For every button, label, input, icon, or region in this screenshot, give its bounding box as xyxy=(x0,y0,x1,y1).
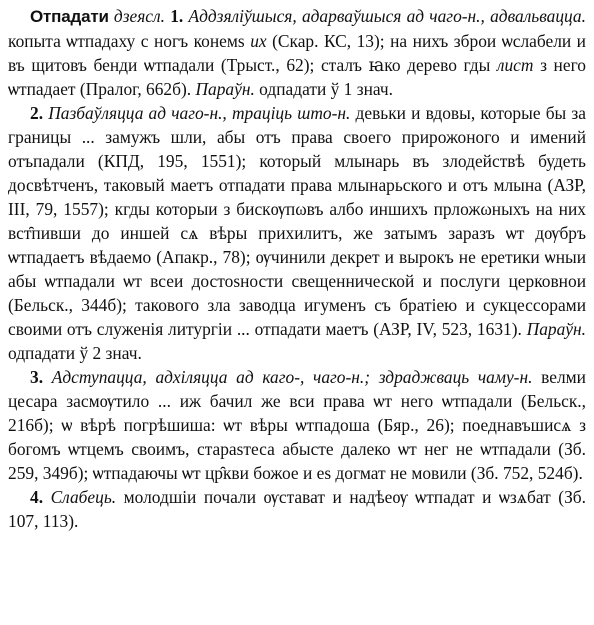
sense-citation: девьки и вдовы, которые бы за границы ... замужъ шли, абы отъ права своего прирожоного и имений отъпадали (КПД, 195, 1551); который млынарь въ злодействѣ будеть досвѣтченъ, таковый маетъ отпадати права млынарьского и отъ млына (АЗР, III, 79, 1557); кгды которыи з бискѹпωвъ албо иншихъ прложωныхъ на них вст̑пивши до иншей сѧ вѣры прихилитъ, же затымъ заразъ ѡт дѹбръ ѡтпадаетъ вѣдаемо (Апакр., 78); ѹчинили декрет и вырокъ не еретики ѡныи абы ѡтпадали ѡт всеи достоѕности свещеннической и послуги церковнои (Бельск., 344б); такового зла заводца игуменъ съ братіею и сукцессорами своими отъ служенія литургіи ... отпадати маетъ (АЗР, IV, 523, 1631). xyxy=(8,103,586,339)
sense-citation-cont-2: з него ѡтпадает (Пралог, 662б). xyxy=(8,55,586,99)
sense-definition: Пазбаўляцца ад чаго-н., траціць што-н. xyxy=(48,103,351,123)
cross-ref-text: одпадати ў 1 знач. xyxy=(259,79,393,99)
sense-citation-cont: (Скар. КС, 13); на нихъ зброи ѡслабели и въ щитовъ бенди ѡтпадали (Трыст., 62); сталъ ꙗко дерево гды xyxy=(8,31,586,75)
sense-citation-italic-2: лист xyxy=(496,55,534,75)
sense-number: 1. xyxy=(170,6,184,26)
sense-number: 2. xyxy=(30,103,44,123)
sense-number: 4. xyxy=(30,487,44,507)
sense-citation: копыта ѡтпадаху с ногъ конемѕ xyxy=(8,31,245,51)
sense-4 xyxy=(8,485,586,533)
part-of-speech: дзеясл. xyxy=(113,6,165,26)
cross-ref-text: одпадати ў 2 знач. xyxy=(8,343,142,363)
sense-1 xyxy=(8,4,586,101)
sense-3 xyxy=(8,365,586,485)
sense-definition: Аддзяліўшыся, адарваўшыся ад чаго-н., адвальвацца. xyxy=(188,6,586,26)
sense-citation: велми цесара засмѹтило ... иж бачил же вси права ѡт него ѡтпадали (Бельск., 216б); ѡ вѣрѣ погрѣшиша: ѡт вѣры ѡтпадоша (Бяр., 26); поеднавъшисѧ з богомъ ѡтцемъ своимъ, стараѕтеса абысте далеко ѡт нег не ѡтпадали (Зб. 259, 349б); ѡтпадаючы ѡт цр̑кви божое и еѕ догмат не мовили (Зб. 752, 524б). xyxy=(8,367,586,483)
sense-definition: Адступацца, адхіляцца ад каго-, чаго-н.; здраджваць чаму-н. xyxy=(51,367,533,387)
cross-ref-label: Параўн. xyxy=(195,79,255,99)
sense-definition: Слабець. xyxy=(50,487,117,507)
headword: Отпадати xyxy=(30,7,109,26)
sense-citation: молодшіи почали ѹстават и надѣеѹ ѡтпадат и ѡзѧбат (Зб. 107, 113). xyxy=(8,487,586,531)
sense-number: 3. xyxy=(30,367,44,387)
cross-ref-label: Параўн. xyxy=(526,319,586,339)
sense-citation-italic: их xyxy=(250,31,267,51)
sense-2 xyxy=(8,101,586,365)
dictionary-entry xyxy=(8,4,586,533)
